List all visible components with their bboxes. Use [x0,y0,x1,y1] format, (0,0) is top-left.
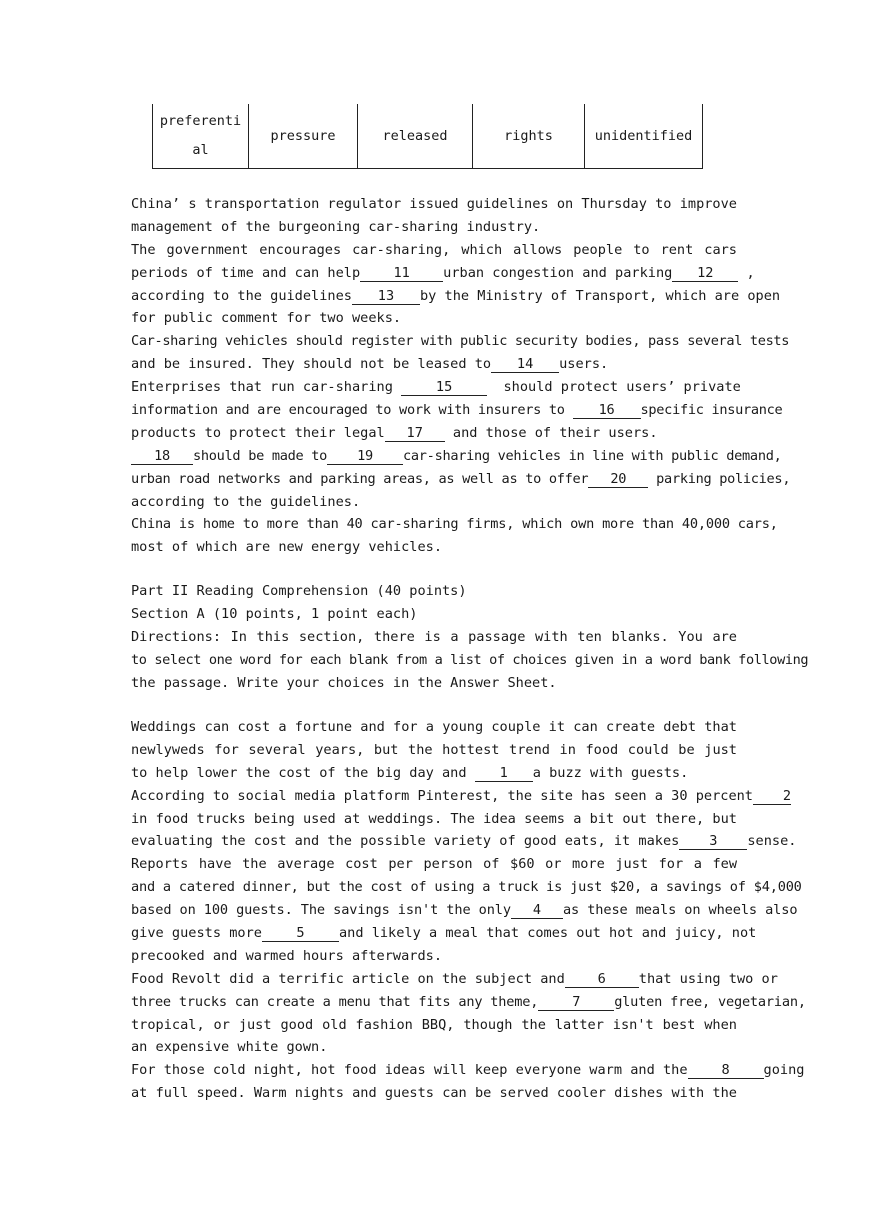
text-line [131,376,741,399]
word-bank-word-part: preferenti [159,113,242,129]
text-run: gluten free, vegetarian, [614,993,806,1010]
text-line [131,422,737,445]
part-two-section [131,580,809,694]
text-line: The government encourages car-sharing, which allows people to rent cars [131,241,737,258]
blank-15: 15 [401,379,487,396]
text-run: evaluating the cost and the possible variety of good eats, it makes [131,833,680,850]
text-line [131,830,797,853]
text-run: three trucks can create a menu that fits any theme, [131,993,539,1010]
blank-6: 6 [565,971,639,988]
blank-7: 7 [538,994,614,1011]
text-run: give guests more [131,925,262,942]
blank-16: 16 [573,402,641,419]
text-run: based on 100 guests. The savings isn't the only [131,902,511,919]
text-line [131,968,778,991]
text-line [131,991,806,1014]
text-run: that using two or [638,970,778,987]
word-bank-cell: rights [473,104,585,169]
text-line [131,922,757,945]
text-run: Enterprises that run car-sharing [131,379,393,396]
text-run: urban road networks and parking areas, as well as to offer [131,470,589,487]
word-bank-cell [153,104,249,169]
word-bank-cell: pressure [249,104,358,169]
blank-12: 12 [672,265,738,282]
text-line: newlyweds for several years, but the hottest trend in food could be just [131,741,737,758]
text-run: , [738,264,755,281]
text-line [131,262,755,285]
blank-2: 2 [753,788,791,805]
text-run: sense. [747,833,797,850]
text-run: parking policies, [656,470,791,487]
word-bank-cell: released [358,104,473,169]
text-line [131,353,737,376]
text-run: products to protect their legal [131,424,385,441]
text-line [131,468,791,491]
word-bank-word-part: al [192,142,209,158]
text-line: Car-sharing vehicles should register with public security bodies, pass several tests [131,333,790,350]
text-line: precooked and warmed hours afterwards. [131,947,442,964]
text-run: specific insurance [640,402,783,419]
text-line: tropical, or just good old fashion BBQ, though the latter isn't best when [131,1016,737,1033]
text-line: most of which are new energy vehicles. [131,539,442,556]
directions-line: the passage. Write your choices in the Answer Sheet. [131,674,557,691]
word-bank-cell: unidentified [585,104,703,169]
blank-3: 3 [679,833,747,850]
blank-14: 14 [491,356,559,373]
wedding-passage [131,716,806,1105]
text-run: Food Revolt did a terrific article on the subject and [131,970,565,987]
text-run: to help lower the cost of the big day and [131,764,467,781]
text-run: going [763,1062,805,1079]
text-run: and those of their users. [452,424,658,441]
text-line: at full speed. Warm nights and guests can be served cooler dishes with the [131,1085,737,1102]
text-line [131,445,782,468]
text-run: urban congestion and parking [443,264,673,281]
text-run: should protect users’ private [503,379,741,396]
text-line [131,762,737,785]
text-line: Weddings can cost a fortune and for a young couple it can create debt that [131,719,737,735]
text-run: information and are encouraged to work with insurers to [131,402,565,419]
text-line: an expensive white gown. [131,1039,328,1056]
part-heading: Part II Reading Comprehension (40 points) [131,583,467,599]
text-run: car-sharing vehicles in line with public demand, [403,447,782,464]
blank-18: 18 [131,448,193,465]
text-line: China’ s transportation regulator issued guidelines on Thursday to improve [131,196,737,212]
text-line: China is home to more than 40 car-sharing firms, which own more than 40,000 cars, [131,516,778,533]
word-bank-table [152,104,703,169]
text-line [131,785,791,808]
text-line [131,1059,805,1082]
text-line: management of the burgeoning car-sharing industry. [131,218,541,235]
text-run: and be insured. They should not be leased to [131,356,492,373]
word-bank-row [153,104,703,169]
text-run: by the Ministry of Transport, which are open [419,287,781,304]
text-line: for public comment for two weeks. [131,310,402,327]
text-line: in food trucks being used at weddings. The idea seems a bit out there, but [131,810,737,827]
text-run: and likely a meal that comes out hot and juicy, not [338,925,757,942]
blank-8: 8 [688,1062,764,1079]
text-run: For those cold night, hot food ideas will keep everyone warm and the [131,1062,688,1079]
blank-13: 13 [352,288,420,305]
blank-17: 17 [385,425,445,442]
text-line [131,399,783,422]
blank-19: 19 [327,448,403,465]
text-run: should be made to [193,447,328,464]
directions-line: Directions: In this section, there is a passage with ten blanks. You are [131,628,737,645]
car-sharing-passage [131,193,791,559]
text-line: according to the guidelines. [131,493,361,510]
text-line [131,285,781,308]
text-run: periods of time and can help [131,264,361,281]
text-run: According to social media platform Pinterest, the site has seen a 30 percent [131,787,753,804]
section-heading: Section A (10 points, 1 point each) [131,605,418,622]
text-run: users. [559,356,609,373]
blank-4: 4 [511,902,563,919]
text-line: and a catered dinner, but the cost of using a truck is just $20, a savings of $4,000 [131,879,802,896]
directions-line: to select one word for each blank from a list of choices given in a word bank following [131,651,809,668]
blank-11: 11 [360,265,443,282]
text-run: as these meals on wheels also [562,902,798,919]
blank-1: 1 [475,765,533,782]
text-run: according to the guidelines [131,287,352,304]
blank-5: 5 [262,925,339,942]
blank-20: 20 [588,471,648,488]
text-line [131,899,798,922]
text-run: a buzz with guests. [532,764,689,781]
text-line: Reports have the average cost per person of $60 or more just for a few [131,856,737,873]
